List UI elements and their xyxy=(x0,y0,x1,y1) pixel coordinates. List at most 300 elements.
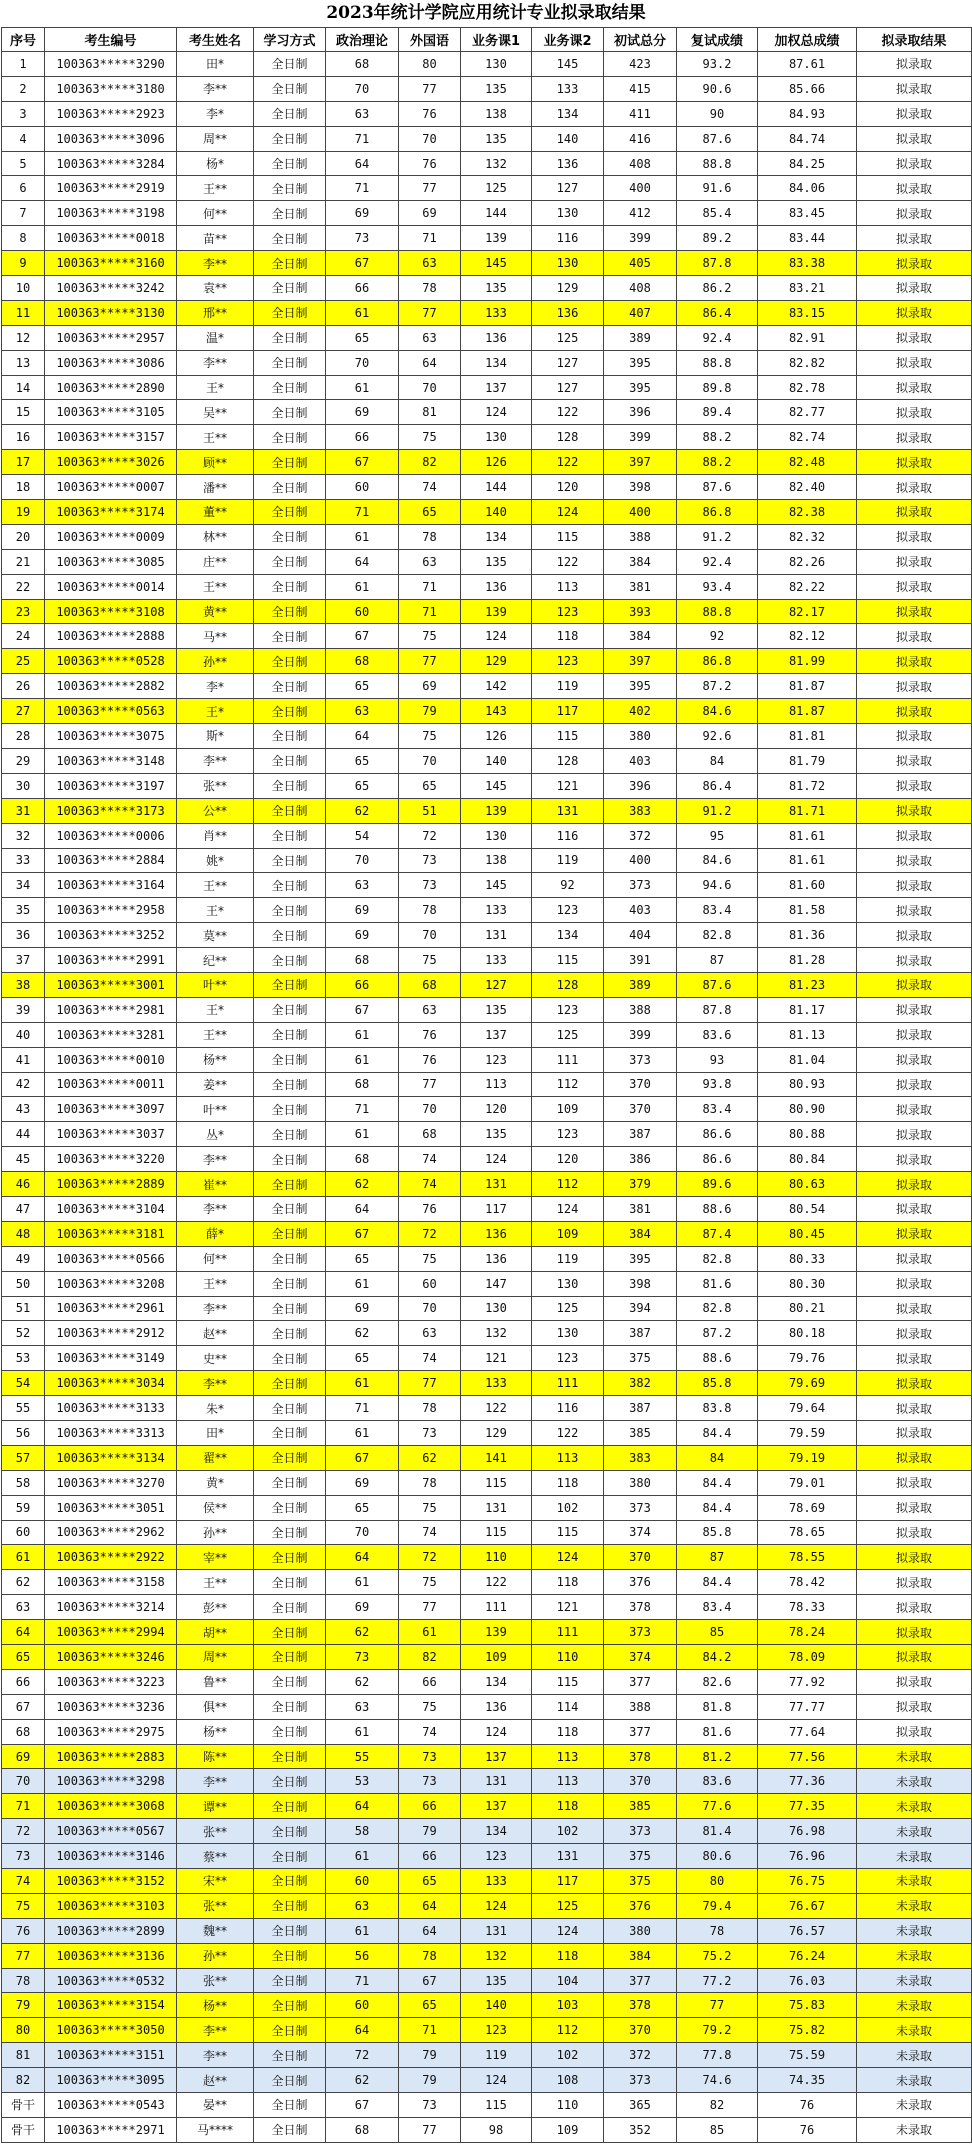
table-cell: 47 xyxy=(2,1196,45,1221)
table-cell: 100363*****3152 xyxy=(45,1869,177,1894)
table-cell: 田* xyxy=(177,52,254,77)
table-cell: 124 xyxy=(461,400,532,425)
table-cell: 124 xyxy=(532,1918,604,1943)
table-cell: 74 xyxy=(399,475,461,500)
table-cell: 80 xyxy=(677,1869,758,1894)
table-cell: 拟录取 xyxy=(857,574,972,599)
table-cell: 拟录取 xyxy=(857,1420,972,1445)
table-cell: 100363*****0006 xyxy=(45,823,177,848)
table-cell: 76.67 xyxy=(758,1893,857,1918)
table-cell: 王** xyxy=(177,1271,254,1296)
table-cell: 80.63 xyxy=(758,1172,857,1197)
table-cell: 全日制 xyxy=(254,1869,326,1894)
table-cell: 王* xyxy=(177,898,254,923)
table-row xyxy=(2,1296,972,1321)
table-cell: 79 xyxy=(2,1993,45,2018)
table-cell: 100363*****3086 xyxy=(45,350,177,375)
table-cell: 59 xyxy=(2,1495,45,1520)
table-cell: 84.74 xyxy=(758,126,857,151)
table-cell: 100363*****0009 xyxy=(45,524,177,549)
table-cell: 62 xyxy=(399,1445,461,1470)
table-cell: 周** xyxy=(177,1645,254,1670)
table-cell: 陈** xyxy=(177,1744,254,1769)
table-cell: 100363*****3181 xyxy=(45,1221,177,1246)
table-cell: 92 xyxy=(532,873,604,898)
table-cell: 11 xyxy=(2,300,45,325)
table-cell: 拟录取 xyxy=(857,649,972,674)
table-cell: 86.2 xyxy=(677,276,758,301)
table-cell: 54 xyxy=(2,1371,45,1396)
table-row xyxy=(2,524,972,549)
table-cell: 肖** xyxy=(177,823,254,848)
table-cell: 87.6 xyxy=(677,126,758,151)
table-cell: 75 xyxy=(399,1246,461,1271)
table-row xyxy=(2,1346,972,1371)
table-cell: 未录取 xyxy=(857,1769,972,1794)
table-cell: 拟录取 xyxy=(857,1620,972,1645)
table-cell: 100363*****3197 xyxy=(45,773,177,798)
table-row xyxy=(2,1022,972,1047)
header-cell: 业务课1 xyxy=(461,28,532,52)
table-cell: 84.25 xyxy=(758,151,857,176)
table-cell: 133 xyxy=(461,1371,532,1396)
table-cell: 全日制 xyxy=(254,798,326,823)
table-cell: 388 xyxy=(604,1694,677,1719)
table-row xyxy=(2,52,972,77)
table-cell: 65 xyxy=(399,1993,461,2018)
header-cell: 业务课2 xyxy=(532,28,604,52)
table-cell: 蔡** xyxy=(177,1844,254,1869)
table-cell: 79.19 xyxy=(758,1445,857,1470)
table-cell: 69 xyxy=(326,201,399,226)
table-cell: 马** xyxy=(177,624,254,649)
table-cell: 18 xyxy=(2,475,45,500)
table-cell: 100363*****3214 xyxy=(45,1595,177,1620)
table-cell: 拟录取 xyxy=(857,524,972,549)
table-cell: 78 xyxy=(399,898,461,923)
table-cell: 39 xyxy=(2,997,45,1022)
table-cell: 116 xyxy=(532,823,604,848)
table-cell: 全日制 xyxy=(254,997,326,1022)
table-cell: 拟录取 xyxy=(857,1072,972,1097)
table-cell: 400 xyxy=(604,848,677,873)
table-cell: 88.2 xyxy=(677,450,758,475)
header-cell: 学习方式 xyxy=(254,28,326,52)
table-row xyxy=(2,1321,972,1346)
table-cell: 115 xyxy=(532,1669,604,1694)
table-cell: 斯* xyxy=(177,724,254,749)
table-row xyxy=(2,773,972,798)
table-cell: 88.8 xyxy=(677,350,758,375)
table-cell: 100363*****2923 xyxy=(45,101,177,126)
table-cell: 128 xyxy=(532,425,604,450)
table-cell: 130 xyxy=(461,823,532,848)
table-cell: 33 xyxy=(2,848,45,873)
table-cell: 77.56 xyxy=(758,1744,857,1769)
table-cell: 19 xyxy=(2,500,45,525)
table-cell: 82.32 xyxy=(758,524,857,549)
table-cell: 120 xyxy=(461,1097,532,1122)
table-cell: 75 xyxy=(399,425,461,450)
table-cell: 李** xyxy=(177,2018,254,2043)
table-cell: 79 xyxy=(399,2043,461,2068)
table-cell: 翟** xyxy=(177,1445,254,1470)
table-cell: 373 xyxy=(604,1620,677,1645)
table-cell: 俱** xyxy=(177,1694,254,1719)
table-cell: 87.4 xyxy=(677,1221,758,1246)
table-cell: 胡** xyxy=(177,1620,254,1645)
table-cell: 61 xyxy=(326,574,399,599)
table-cell: 395 xyxy=(604,375,677,400)
table-cell: 全日制 xyxy=(254,1495,326,1520)
table-cell: 100363*****3134 xyxy=(45,1445,177,1470)
table-cell: 76.57 xyxy=(758,1918,857,1943)
table-cell: 田* xyxy=(177,1420,254,1445)
table-cell: 116 xyxy=(532,1396,604,1421)
table-cell: 81 xyxy=(2,2043,45,2068)
table-cell: 78.69 xyxy=(758,1495,857,1520)
header-cell: 序号 xyxy=(2,28,45,52)
table-cell: 64 xyxy=(326,2018,399,2043)
table-cell: 拟录取 xyxy=(857,699,972,724)
table-cell: 118 xyxy=(532,624,604,649)
table-cell: 87.61 xyxy=(758,52,857,77)
table-cell: 30 xyxy=(2,773,45,798)
table-row xyxy=(2,350,972,375)
table-cell: 全日制 xyxy=(254,2018,326,2043)
table-row xyxy=(2,1445,972,1470)
table-row xyxy=(2,1147,972,1172)
table-row xyxy=(2,1271,972,1296)
table-cell: 100363*****2994 xyxy=(45,1620,177,1645)
table-cell: 26 xyxy=(2,674,45,699)
table-cell: 拟录取 xyxy=(857,1321,972,1346)
table-cell: 全日制 xyxy=(254,898,326,923)
table-cell: 75 xyxy=(2,1893,45,1918)
table-cell: 109 xyxy=(532,1097,604,1122)
table-cell: 77 xyxy=(399,1595,461,1620)
table-cell: 100363*****3051 xyxy=(45,1495,177,1520)
table-cell: 67 xyxy=(399,1968,461,1993)
header-cell: 考生姓名 xyxy=(177,28,254,52)
table-cell: 61 xyxy=(326,1271,399,1296)
table-cell: 67 xyxy=(326,2093,399,2118)
table-cell: 61 xyxy=(326,1022,399,1047)
table-cell: 386 xyxy=(604,1147,677,1172)
table-cell: 119 xyxy=(532,674,604,699)
table-cell: 100363*****3223 xyxy=(45,1669,177,1694)
table-cell: 109 xyxy=(532,1221,604,1246)
table-cell: 43 xyxy=(2,1097,45,1122)
table-cell: 王* xyxy=(177,375,254,400)
table-cell: 52 xyxy=(2,1321,45,1346)
table-row xyxy=(2,848,972,873)
table-cell: 拟录取 xyxy=(857,773,972,798)
table-cell: 74 xyxy=(399,1172,461,1197)
table-cell: 82 xyxy=(2,2068,45,2093)
table-cell: 100363*****3096 xyxy=(45,126,177,151)
results-table xyxy=(1,27,972,2143)
table-cell: 63 xyxy=(326,699,399,724)
table-cell: 102 xyxy=(532,2043,604,2068)
table-cell: 69 xyxy=(326,1595,399,1620)
table-cell: 68 xyxy=(326,52,399,77)
table-cell: 127 xyxy=(532,375,604,400)
table-cell: 拟录取 xyxy=(857,823,972,848)
table-cell: 62 xyxy=(326,798,399,823)
table-cell: 119 xyxy=(461,2043,532,2068)
table-cell: 全日制 xyxy=(254,1022,326,1047)
table-cell: 拟录取 xyxy=(857,1221,972,1246)
table-cell: 79.59 xyxy=(758,1420,857,1445)
table-cell: 381 xyxy=(604,574,677,599)
table-cell: 4 xyxy=(2,126,45,151)
table-cell: 78 xyxy=(399,276,461,301)
table-cell: 84 xyxy=(677,1445,758,1470)
table-cell: 60 xyxy=(326,475,399,500)
table-cell: 70 xyxy=(326,76,399,101)
table-cell: 孙** xyxy=(177,1520,254,1545)
table-cell: 79 xyxy=(399,699,461,724)
table-row xyxy=(2,276,972,301)
table-row xyxy=(2,1172,972,1197)
table-cell: 100363*****3097 xyxy=(45,1097,177,1122)
table-cell: 87.6 xyxy=(677,475,758,500)
table-cell: 92.4 xyxy=(677,325,758,350)
table-cell: 73 xyxy=(2,1844,45,1869)
table-cell: 102 xyxy=(532,1819,604,1844)
table-cell: 68 xyxy=(326,649,399,674)
table-cell: 63 xyxy=(2,1595,45,1620)
table-cell: 119 xyxy=(532,1246,604,1271)
table-cell: 100363*****3001 xyxy=(45,972,177,997)
table-cell: 21 xyxy=(2,549,45,574)
table-cell: 全日制 xyxy=(254,1097,326,1122)
table-cell: 拟录取 xyxy=(857,1047,972,1072)
table-cell: 100363*****3298 xyxy=(45,1769,177,1794)
table-cell: 100363*****0563 xyxy=(45,699,177,724)
table-cell: 拟录取 xyxy=(857,873,972,898)
table-cell: 全日制 xyxy=(254,524,326,549)
table-cell: 全日制 xyxy=(254,1396,326,1421)
table-row xyxy=(2,1520,972,1545)
table-cell: 70 xyxy=(399,1097,461,1122)
table-cell: 61 xyxy=(326,1420,399,1445)
table-cell: 398 xyxy=(604,475,677,500)
table-cell: 彭** xyxy=(177,1595,254,1620)
table-cell: 拟录取 xyxy=(857,1346,972,1371)
table-cell: 387 xyxy=(604,1321,677,1346)
table-cell: 100363*****2899 xyxy=(45,1918,177,1943)
table-row xyxy=(2,101,972,126)
table-cell: 102 xyxy=(532,1495,604,1520)
table-cell: 6 xyxy=(2,176,45,201)
table-cell: 126 xyxy=(461,450,532,475)
table-cell: 全日制 xyxy=(254,1420,326,1445)
table-cell: 121 xyxy=(461,1346,532,1371)
table-cell: 82.48 xyxy=(758,450,857,475)
table-cell: 82.78 xyxy=(758,375,857,400)
table-cell: 65 xyxy=(399,1869,461,1894)
table-cell: 68 xyxy=(399,1122,461,1147)
table-cell: 129 xyxy=(461,649,532,674)
table-cell: 李** xyxy=(177,350,254,375)
table-cell: 拟录取 xyxy=(857,300,972,325)
table-cell: 崔** xyxy=(177,1172,254,1197)
table-cell: 拟录取 xyxy=(857,549,972,574)
table-cell: 77.35 xyxy=(758,1794,857,1819)
table-cell: 李** xyxy=(177,748,254,773)
table-cell: 70 xyxy=(399,126,461,151)
table-cell: 拟录取 xyxy=(857,1520,972,1545)
table-cell: 100363*****2882 xyxy=(45,674,177,699)
table-cell: 林** xyxy=(177,524,254,549)
table-cell: 81.23 xyxy=(758,972,857,997)
table-cell: 119 xyxy=(532,848,604,873)
table-cell: 王** xyxy=(177,873,254,898)
table-cell: 54 xyxy=(326,823,399,848)
table-cell: 100363*****3104 xyxy=(45,1196,177,1221)
table-cell: 拟录取 xyxy=(857,151,972,176)
table-cell: 杨** xyxy=(177,1719,254,1744)
table-cell: 全日制 xyxy=(254,549,326,574)
table-cell: 全日制 xyxy=(254,1147,326,1172)
table-cell: 78 xyxy=(677,1918,758,1943)
table-cell: 未录取 xyxy=(857,1893,972,1918)
table-cell: 82 xyxy=(399,450,461,475)
table-cell: 100363*****2922 xyxy=(45,1545,177,1570)
table-cell: 78 xyxy=(399,1470,461,1495)
table-cell: 宰** xyxy=(177,1545,254,1570)
table-row xyxy=(2,1744,972,1769)
table-row xyxy=(2,599,972,624)
table-cell: 388 xyxy=(604,997,677,1022)
table-cell: 139 xyxy=(461,599,532,624)
table-cell: 全日制 xyxy=(254,52,326,77)
table-cell: 139 xyxy=(461,226,532,251)
table-cell: 71 xyxy=(399,226,461,251)
table-cell: 100363*****0528 xyxy=(45,649,177,674)
table-cell: 拟录取 xyxy=(857,1296,972,1321)
table-cell: 未录取 xyxy=(857,1819,972,1844)
table-cell: 全日制 xyxy=(254,1819,326,1844)
table-cell: 86.4 xyxy=(677,300,758,325)
table-cell: 75.83 xyxy=(758,1993,857,2018)
table-cell: 拟录取 xyxy=(857,997,972,1022)
table-cell: 131 xyxy=(461,1495,532,1520)
table-cell: 71 xyxy=(399,599,461,624)
table-cell: 400 xyxy=(604,176,677,201)
table-cell: 何** xyxy=(177,1246,254,1271)
table-cell: 温* xyxy=(177,325,254,350)
table-row xyxy=(2,126,972,151)
table-cell: 377 xyxy=(604,1968,677,1993)
table-cell: 全日制 xyxy=(254,2093,326,2118)
table-cell: 397 xyxy=(604,649,677,674)
table-cell: 65 xyxy=(399,773,461,798)
table-cell: 未录取 xyxy=(857,1744,972,1769)
table-cell: 全日制 xyxy=(254,1893,326,1918)
table-cell: 135 xyxy=(461,549,532,574)
table-row xyxy=(2,1097,972,1122)
table-cell: 131 xyxy=(461,1918,532,1943)
table-cell: 李** xyxy=(177,2043,254,2068)
table-cell: 378 xyxy=(604,1744,677,1769)
table-cell: 100363*****0011 xyxy=(45,1072,177,1097)
table-cell: 135 xyxy=(461,126,532,151)
table-cell: 76.03 xyxy=(758,1968,857,1993)
table-cell: 61 xyxy=(326,375,399,400)
table-cell: 377 xyxy=(604,1719,677,1744)
table-cell: 372 xyxy=(604,823,677,848)
table-cell: 75 xyxy=(399,1570,461,1595)
table-cell: 87.8 xyxy=(677,251,758,276)
table-cell: 65 xyxy=(326,773,399,798)
table-cell: 78.33 xyxy=(758,1595,857,1620)
table-cell: 68 xyxy=(326,1072,399,1097)
table-cell: 全日制 xyxy=(254,1595,326,1620)
table-cell: 82.17 xyxy=(758,599,857,624)
table-body xyxy=(2,52,972,2143)
table-cell: 408 xyxy=(604,151,677,176)
table-cell: 全日制 xyxy=(254,1719,326,1744)
table-cell: 全日制 xyxy=(254,2043,326,2068)
table-cell: 137 xyxy=(461,1744,532,1769)
table-cell: 76 xyxy=(2,1918,45,1943)
table-row xyxy=(2,201,972,226)
table-cell: 378 xyxy=(604,1595,677,1620)
table-cell: 61 xyxy=(326,1570,399,1595)
table-cell: 70 xyxy=(399,923,461,948)
table-cell: 81.6 xyxy=(677,1719,758,1744)
table-cell: 宋** xyxy=(177,1869,254,1894)
table-cell: 131 xyxy=(532,798,604,823)
table-cell: 66 xyxy=(326,972,399,997)
header-cell: 复试成绩 xyxy=(677,28,758,52)
table-cell: 朱* xyxy=(177,1396,254,1421)
table-cell: 68 xyxy=(399,972,461,997)
table-cell: 66 xyxy=(399,1844,461,1869)
table-cell: 全日制 xyxy=(254,226,326,251)
table-cell: 82.22 xyxy=(758,574,857,599)
table-cell: 67 xyxy=(326,450,399,475)
table-cell: 未录取 xyxy=(857,1968,972,1993)
table-cell: 全日制 xyxy=(254,1570,326,1595)
table-cell: 83.15 xyxy=(758,300,857,325)
table-cell: 77 xyxy=(399,76,461,101)
table-cell: 全日制 xyxy=(254,574,326,599)
table-cell: 380 xyxy=(604,1470,677,1495)
table-cell: 128 xyxy=(532,748,604,773)
table-row xyxy=(2,1545,972,1570)
table-cell: 61 xyxy=(399,1620,461,1645)
table-cell: 100363*****2975 xyxy=(45,1719,177,1744)
table-cell: 20 xyxy=(2,524,45,549)
table-cell: 64 xyxy=(326,1794,399,1819)
table-cell: 380 xyxy=(604,724,677,749)
table-cell: 84.6 xyxy=(677,848,758,873)
table-row xyxy=(2,1246,972,1271)
table-cell: 未录取 xyxy=(857,1943,972,1968)
table-cell: 张** xyxy=(177,1893,254,1918)
table-cell: 100363*****0532 xyxy=(45,1968,177,1993)
table-cell: 68 xyxy=(326,2117,399,2142)
table-cell: 李* xyxy=(177,101,254,126)
table-cell: 104 xyxy=(532,1968,604,1993)
table-cell: 83.6 xyxy=(677,1769,758,1794)
table-cell: 123 xyxy=(532,1346,604,1371)
table-cell: 邢** xyxy=(177,300,254,325)
